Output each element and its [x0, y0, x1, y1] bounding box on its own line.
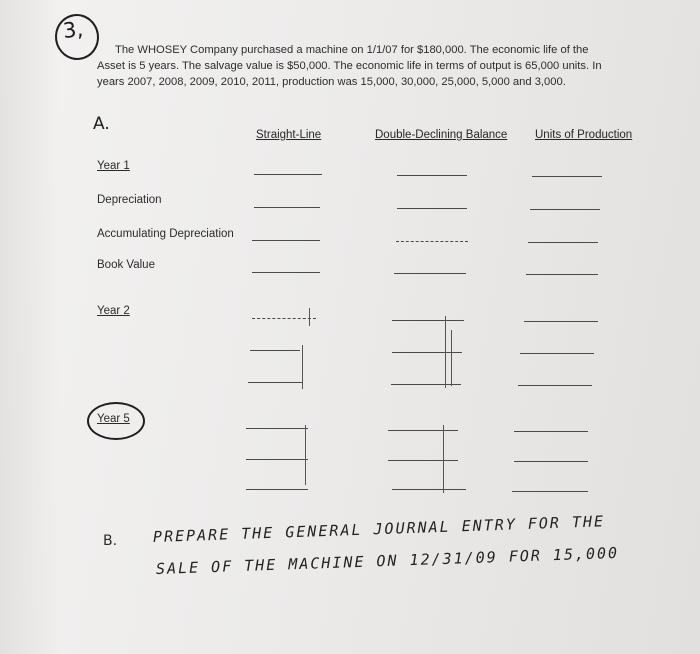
pencil-mark [451, 330, 452, 386]
answer-blank[interactable] [524, 321, 598, 322]
answer-blank[interactable] [254, 174, 322, 175]
pencil-mark [445, 316, 446, 388]
answer-blank[interactable] [246, 428, 308, 429]
answer-blank[interactable] [514, 431, 588, 432]
answer-blank[interactable] [526, 274, 598, 275]
answer-blank[interactable] [392, 320, 464, 321]
row-label-year-2: Year 2 [97, 305, 130, 317]
answer-blank[interactable] [250, 350, 300, 351]
answer-blank[interactable] [254, 207, 320, 208]
answer-blank[interactable] [394, 273, 466, 274]
answer-blank[interactable] [514, 461, 588, 462]
pencil-mark [443, 425, 444, 493]
answer-blank[interactable] [397, 208, 467, 209]
answer-blank[interactable] [518, 385, 592, 386]
row-label-year-5: Year 5 [97, 413, 130, 425]
handwritten-instruction-line: PREPARE THE GENERAL JOURNAL ENTRY FOR THE [152, 512, 606, 546]
row-label-depreciation: Depreciation [97, 194, 162, 206]
column-header-double-declining: Double-Declining Balance [375, 129, 508, 141]
answer-blank[interactable] [388, 460, 458, 461]
page-shadow [0, 0, 60, 654]
row-label-book-value: Book Value [97, 259, 155, 271]
answer-blank[interactable] [252, 318, 316, 319]
answer-blank[interactable] [528, 242, 598, 243]
pencil-mark [309, 308, 310, 326]
problem-statement-line: Asset is 5 years. The salvage value is $50,000. The economic life in terms of output is 65,000 units. In [97, 60, 602, 72]
pencil-mark [302, 345, 303, 389]
answer-blank[interactable] [397, 175, 467, 176]
answer-blank[interactable] [248, 382, 302, 383]
answer-blank[interactable] [520, 353, 594, 354]
row-label-accumulated-depreciation: Accumulating Depreciation [97, 228, 234, 240]
column-header-straight-line: Straight-Line [256, 129, 322, 141]
answer-blank[interactable] [392, 489, 466, 490]
handwritten-instruction-line: SALE OF THE MACHINE ON 12/31/09 FOR 15,000 [155, 543, 620, 578]
problem-statement-line: years 2007, 2008, 2009, 2010, 2011, production was 15,000, 30,000, 25,000, 5,000 and 3,000. [97, 76, 566, 88]
answer-blank[interactable] [532, 176, 602, 177]
answer-blank[interactable] [530, 209, 600, 210]
answer-blank[interactable] [246, 459, 308, 460]
part-b-label: B. [103, 533, 118, 549]
row-label-year-1: Year 1 [97, 160, 130, 172]
pencil-mark [305, 425, 306, 485]
part-a-label: A. [93, 114, 110, 134]
answer-blank[interactable] [388, 430, 458, 431]
answer-blank[interactable] [252, 240, 320, 241]
answer-blank[interactable] [512, 491, 588, 492]
answer-blank[interactable] [396, 241, 468, 242]
answer-blank[interactable] [252, 272, 320, 273]
problem-number: 3, [61, 17, 85, 43]
problem-statement [97, 42, 657, 90]
column-header-units-of-production: Units of Production [535, 129, 633, 141]
answer-blank[interactable] [246, 489, 308, 490]
problem-statement-line: The WHOSEY Company purchased a machine on 1/1/07 for $180,000. The economic life of the [115, 44, 589, 56]
